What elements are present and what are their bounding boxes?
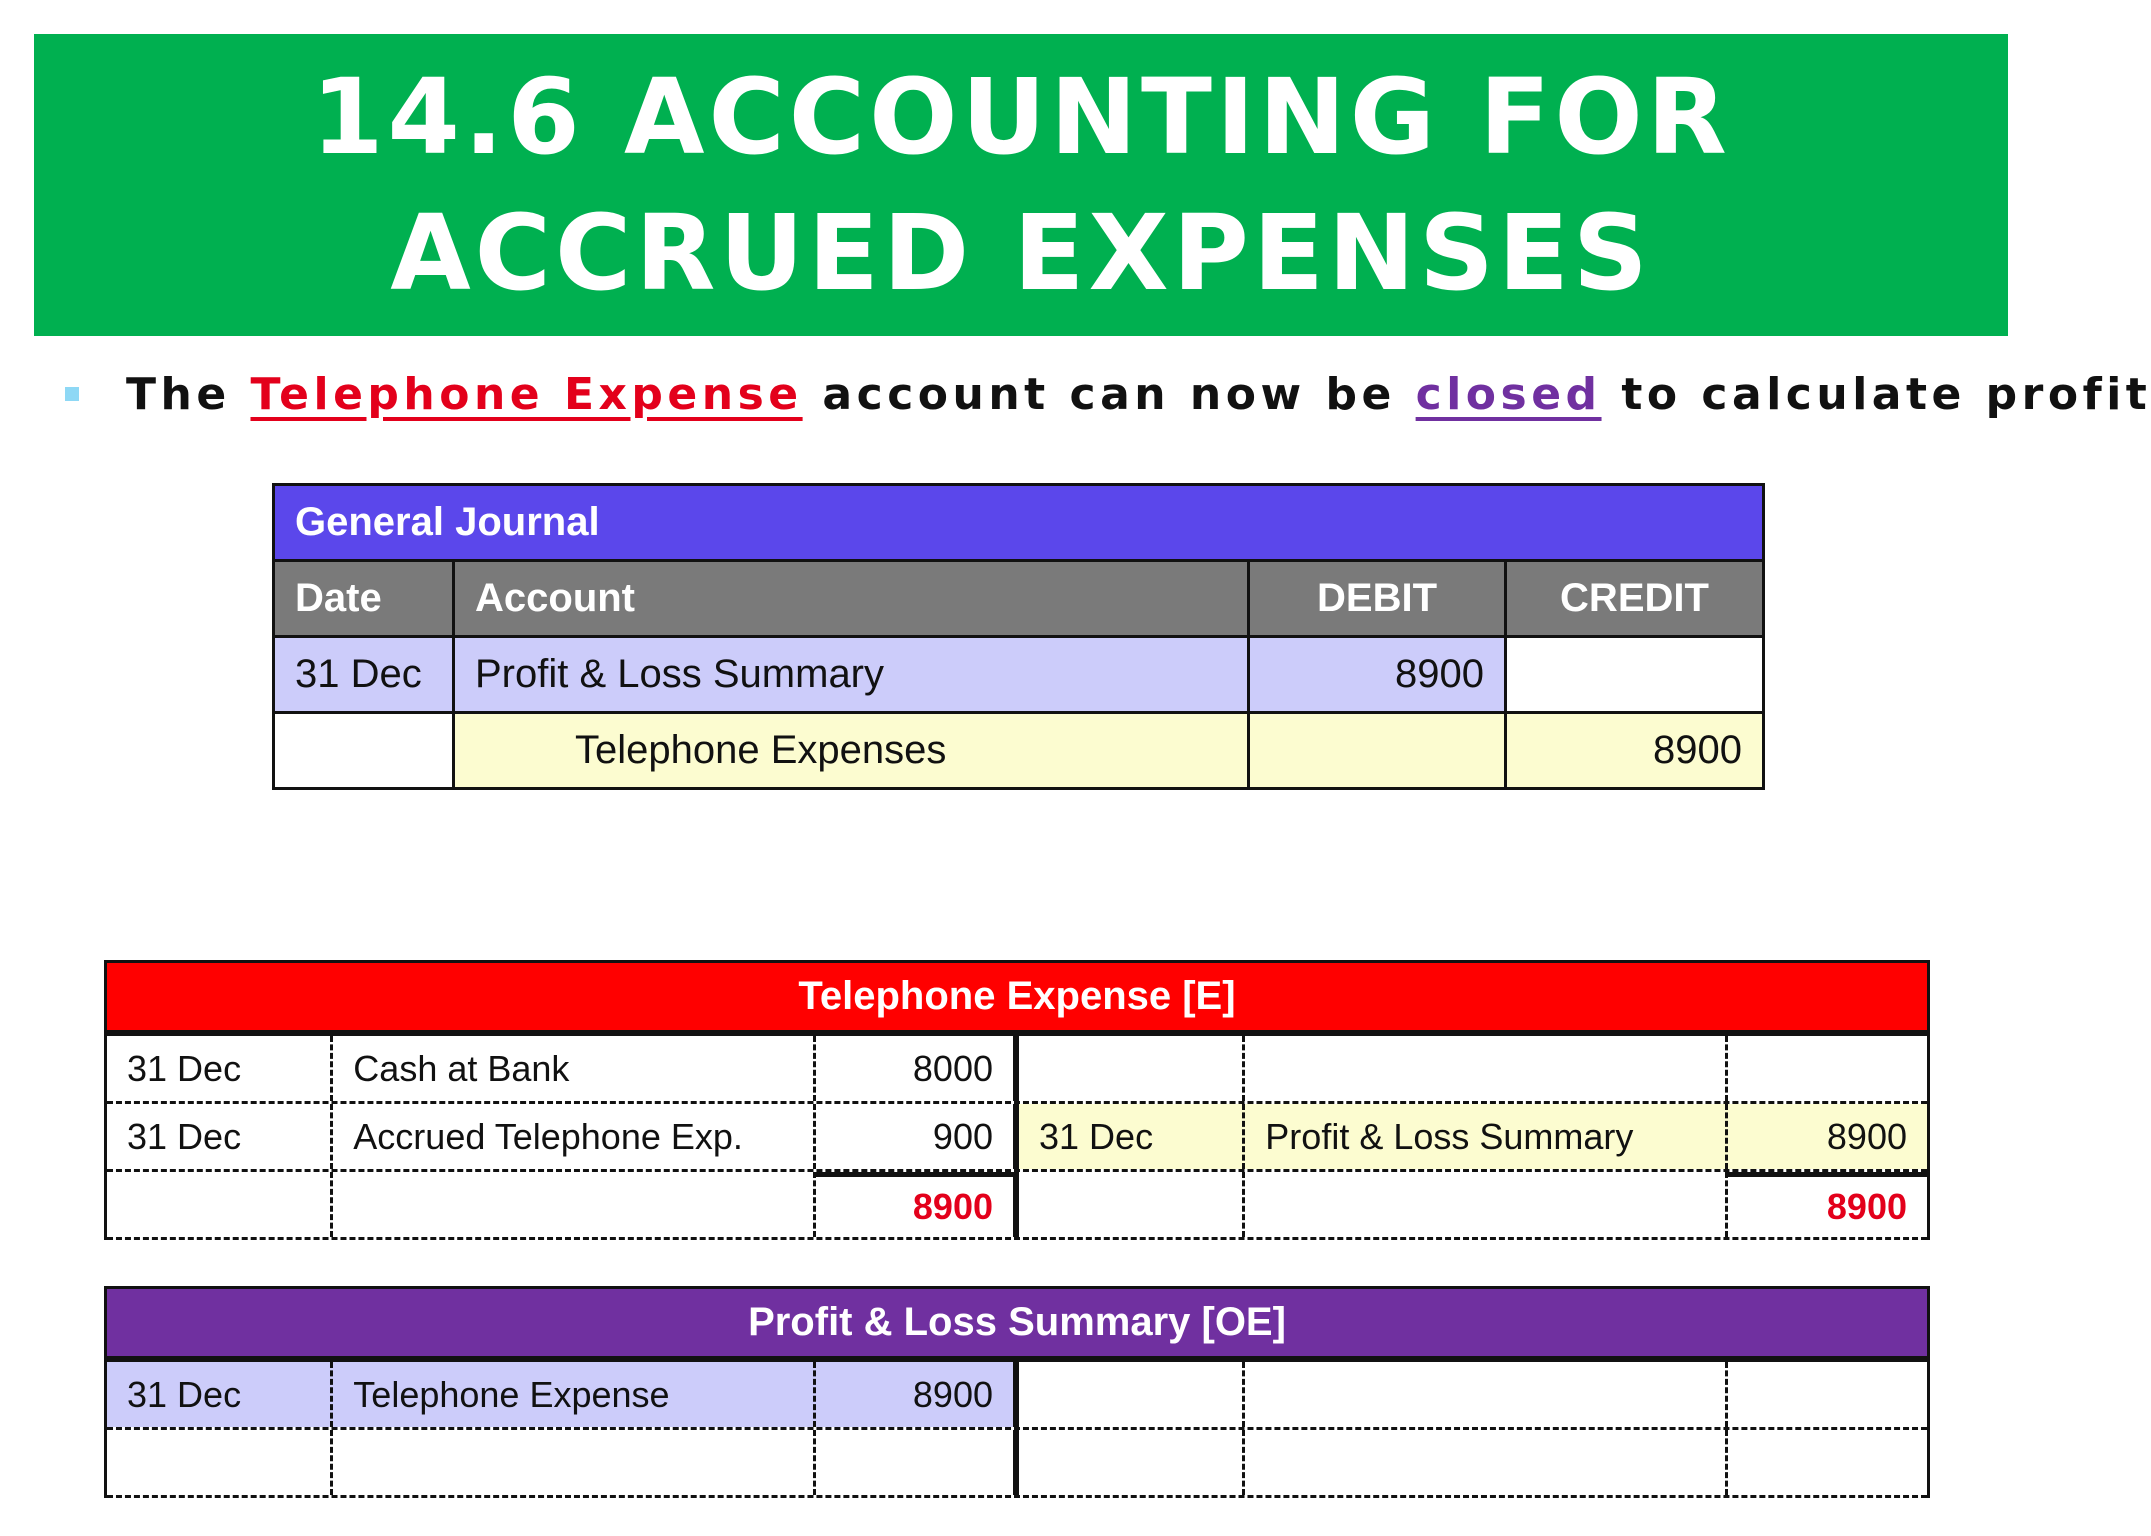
credit-date	[1019, 1430, 1245, 1495]
credit-amount	[1728, 1036, 1927, 1101]
debit-amount: 8000	[816, 1036, 1019, 1101]
journal-title: General Journal	[274, 485, 1764, 561]
t-account-row	[107, 1430, 1927, 1498]
journal-account: Telephone Expenses	[454, 713, 1249, 789]
credit-amount	[1728, 1362, 1927, 1427]
debit-account	[333, 1172, 815, 1237]
debit-date	[107, 1430, 333, 1495]
journal-header-date: Date	[274, 561, 454, 637]
journal-debit: 8900	[1249, 637, 1506, 713]
journal-header-credit: CREDIT	[1506, 561, 1764, 637]
credit-date	[1019, 1036, 1245, 1101]
journal-credit	[1506, 637, 1764, 713]
credit-total: 8900	[1728, 1172, 1927, 1237]
profit-loss-summary-t-account	[104, 1286, 1930, 1498]
bullet-text-middle: account can now be	[802, 368, 1416, 420]
journal-row	[274, 713, 1764, 789]
debit-date: 31 Dec	[107, 1362, 333, 1427]
journal-credit: 8900	[1506, 713, 1764, 789]
credit-date	[1019, 1362, 1245, 1427]
credit-account: Profit & Loss Summary	[1245, 1104, 1727, 1169]
slide-title-bar	[34, 34, 2008, 336]
credit-date	[1019, 1172, 1245, 1237]
bullet-highlight-telephone: Telephone Expense	[250, 368, 803, 420]
bullet-point	[60, 362, 2151, 426]
debit-date	[107, 1172, 333, 1237]
telephone-account-body	[104, 1036, 1930, 1240]
t-account-row	[107, 1036, 1927, 1104]
journal-row	[274, 637, 1764, 713]
debit-account: Telephone Expense	[333, 1362, 815, 1427]
debit-account: Cash at Bank	[333, 1036, 815, 1101]
t-account-total-row	[107, 1172, 1927, 1240]
t-account-row	[107, 1104, 1927, 1172]
telephone-account-title: Telephone Expense [E]	[104, 960, 1930, 1036]
general-journal-table	[272, 483, 1765, 790]
credit-account	[1245, 1036, 1727, 1101]
slide-title: 14.6 ACCOUNTING FOR ACCRUED EXPENSES	[311, 56, 1731, 314]
debit-amount	[816, 1430, 1019, 1495]
journal-header-row	[274, 561, 1764, 637]
credit-date: 31 Dec	[1019, 1104, 1245, 1169]
debit-total: 8900	[816, 1172, 1019, 1237]
bullet-text-after: to calculate profit	[1601, 368, 2151, 420]
journal-account: Profit & Loss Summary	[454, 637, 1249, 713]
journal-date: 31 Dec	[274, 637, 454, 713]
journal-header-debit: DEBIT	[1249, 561, 1506, 637]
bullet-text-before: The	[126, 368, 251, 420]
debit-amount: 8900	[816, 1362, 1019, 1427]
journal-header-account: Account	[454, 561, 1249, 637]
debit-date: 31 Dec	[107, 1104, 333, 1169]
journal-date	[274, 713, 454, 789]
debit-amount: 900	[816, 1104, 1019, 1169]
debit-account	[333, 1430, 815, 1495]
t-account-row	[107, 1362, 1927, 1430]
bullet-highlight-closed: closed	[1415, 368, 1602, 420]
credit-account	[1245, 1430, 1727, 1495]
bullet-square-icon	[65, 387, 79, 401]
pl-account-title: Profit & Loss Summary [OE]	[104, 1286, 1930, 1362]
credit-account	[1245, 1172, 1727, 1237]
debit-date: 31 Dec	[107, 1036, 333, 1101]
debit-account: Accrued Telephone Exp.	[333, 1104, 815, 1169]
pl-account-body	[104, 1362, 1930, 1498]
telephone-expense-t-account	[104, 960, 1930, 1240]
credit-amount: 8900	[1728, 1104, 1927, 1169]
journal-debit	[1249, 713, 1506, 789]
credit-amount	[1728, 1430, 1927, 1495]
credit-account	[1245, 1362, 1727, 1427]
